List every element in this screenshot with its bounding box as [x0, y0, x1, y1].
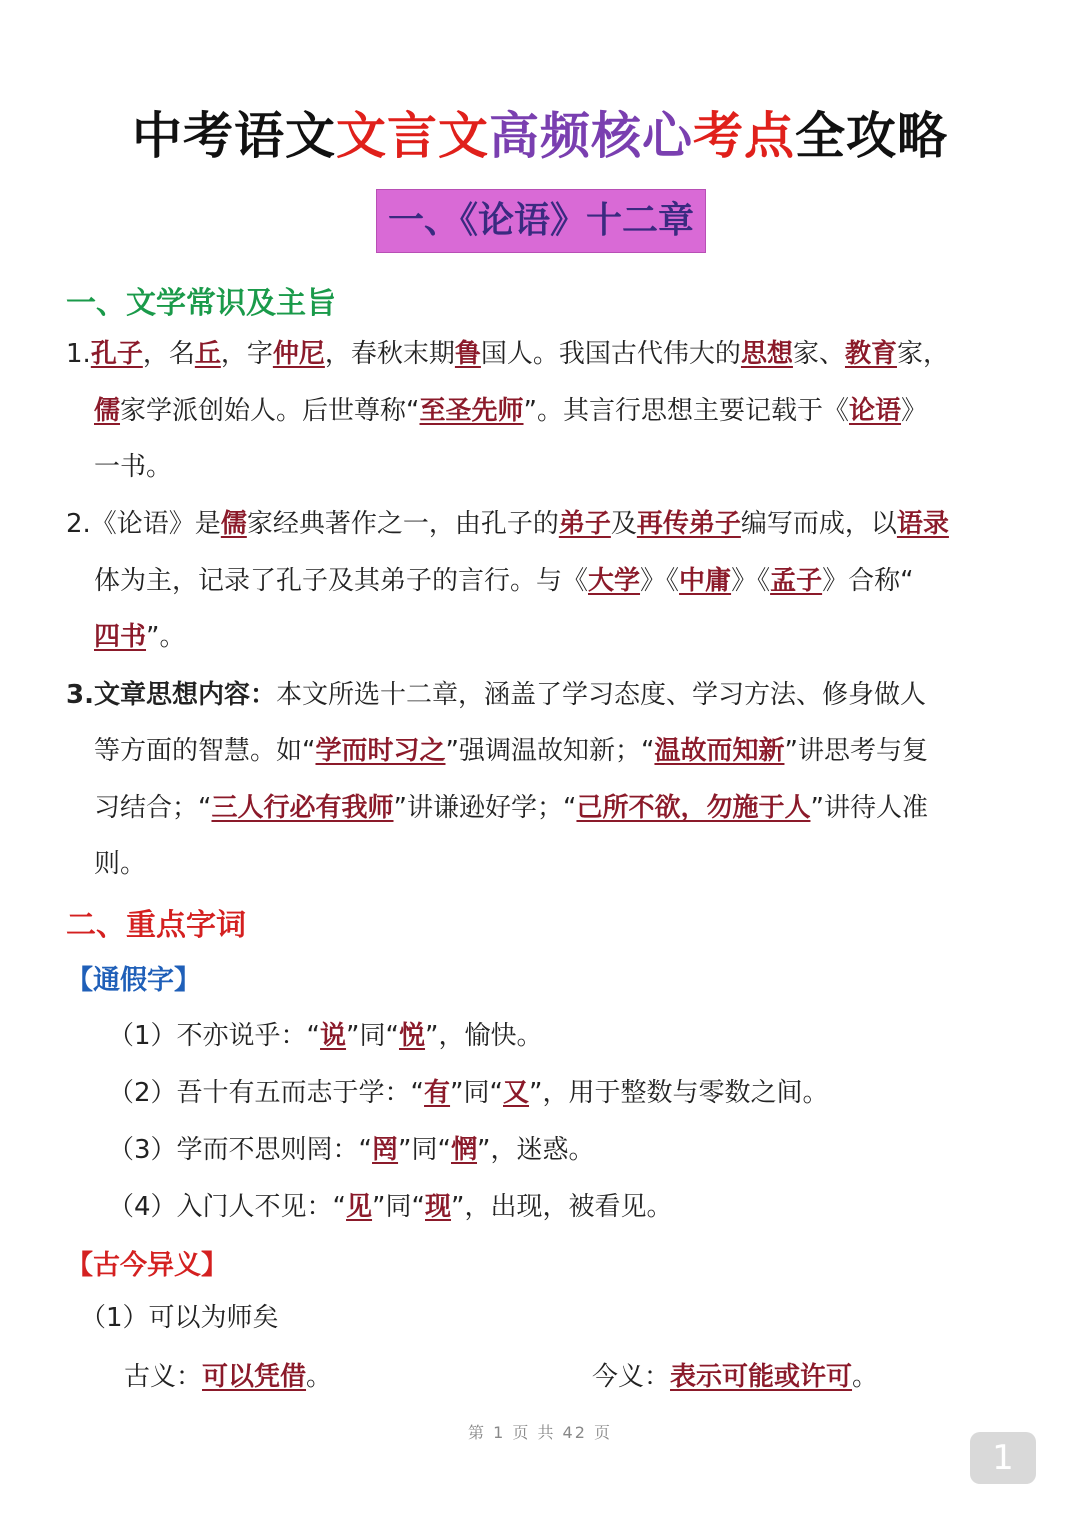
title-part1: 中考语文 [132, 107, 336, 165]
tongjia-item: （3）学而不思则罔：“罔”同“惘”，迷惑。 [108, 1135, 595, 1165]
jin-meaning: 今义：表示可能或许可。 [592, 1362, 879, 1392]
page-title [0, 96, 1080, 168]
gu-meaning: 古义：可以凭借。 [124, 1362, 333, 1392]
title-part4: 考点 [693, 107, 795, 165]
page-indicator: 第 1 页 共 42 页 [468, 1423, 612, 1442]
page-number-button[interactable]: 1 [970, 1432, 1036, 1484]
tongjia-item: （2）吾十有五而志于学：“有”同“又”，用于整数与零数之间。 [108, 1078, 829, 1108]
tongjia-label: 【通假字】 [66, 965, 201, 996]
item1-line3: 一书。 [94, 452, 173, 482]
item2-line3: 四书”。 [94, 622, 186, 652]
gujin-item: （1）可以为师矣 [80, 1303, 279, 1333]
item2-line2: 体为主，记录了孔子及其弟子的言行。与《大学》《中庸》《孟子》合称“ [94, 566, 914, 596]
item2-line1: 2.《论语》是儒家经典著作之一，由孔子的弟子及再传弟子编写而成，以语录 [66, 509, 949, 539]
section-banner: 一、《论语》十二章 [376, 189, 706, 253]
section1-heading: 一、文学常识及主旨 [66, 286, 336, 321]
section2-heading: 二、重点字词 [66, 908, 246, 943]
title-part3: 高频核心 [489, 107, 693, 165]
gujin-label: 【古今异义】 [66, 1250, 228, 1281]
item3-line3: 习结合；“三人行必有我师”讲谦逊好学；“己所不欲，勿施于人”讲待人准 [94, 793, 928, 823]
item3-line2: 等方面的智慧。如“学而时习之”强调温故知新；“温故而知新”讲思考与复 [94, 736, 928, 766]
title-part5: 全攻略 [795, 107, 948, 165]
item3-line4: 则。 [94, 849, 147, 879]
item1-line2: 儒家学派创始人。后世尊称“至圣先师”。其言行思想主要记载于《论语》 [94, 396, 928, 426]
item1-line1: 1.孔子，名丘，字仲尼，春秋末期鲁国人。我国古代伟大的思想家、教育家， [66, 339, 949, 369]
item3-line1: 3.文章思想内容：本文所选十二章，涵盖了学习态度、学习方法、修身做人 [66, 680, 926, 710]
title-part2: 文言文 [336, 107, 489, 165]
tongjia-item: （1）不亦说乎：“说”同“悦”，愉快。 [108, 1021, 543, 1051]
tongjia-item: （4）入门人不见：“见”同“现”，出现，被看见。 [108, 1192, 673, 1222]
